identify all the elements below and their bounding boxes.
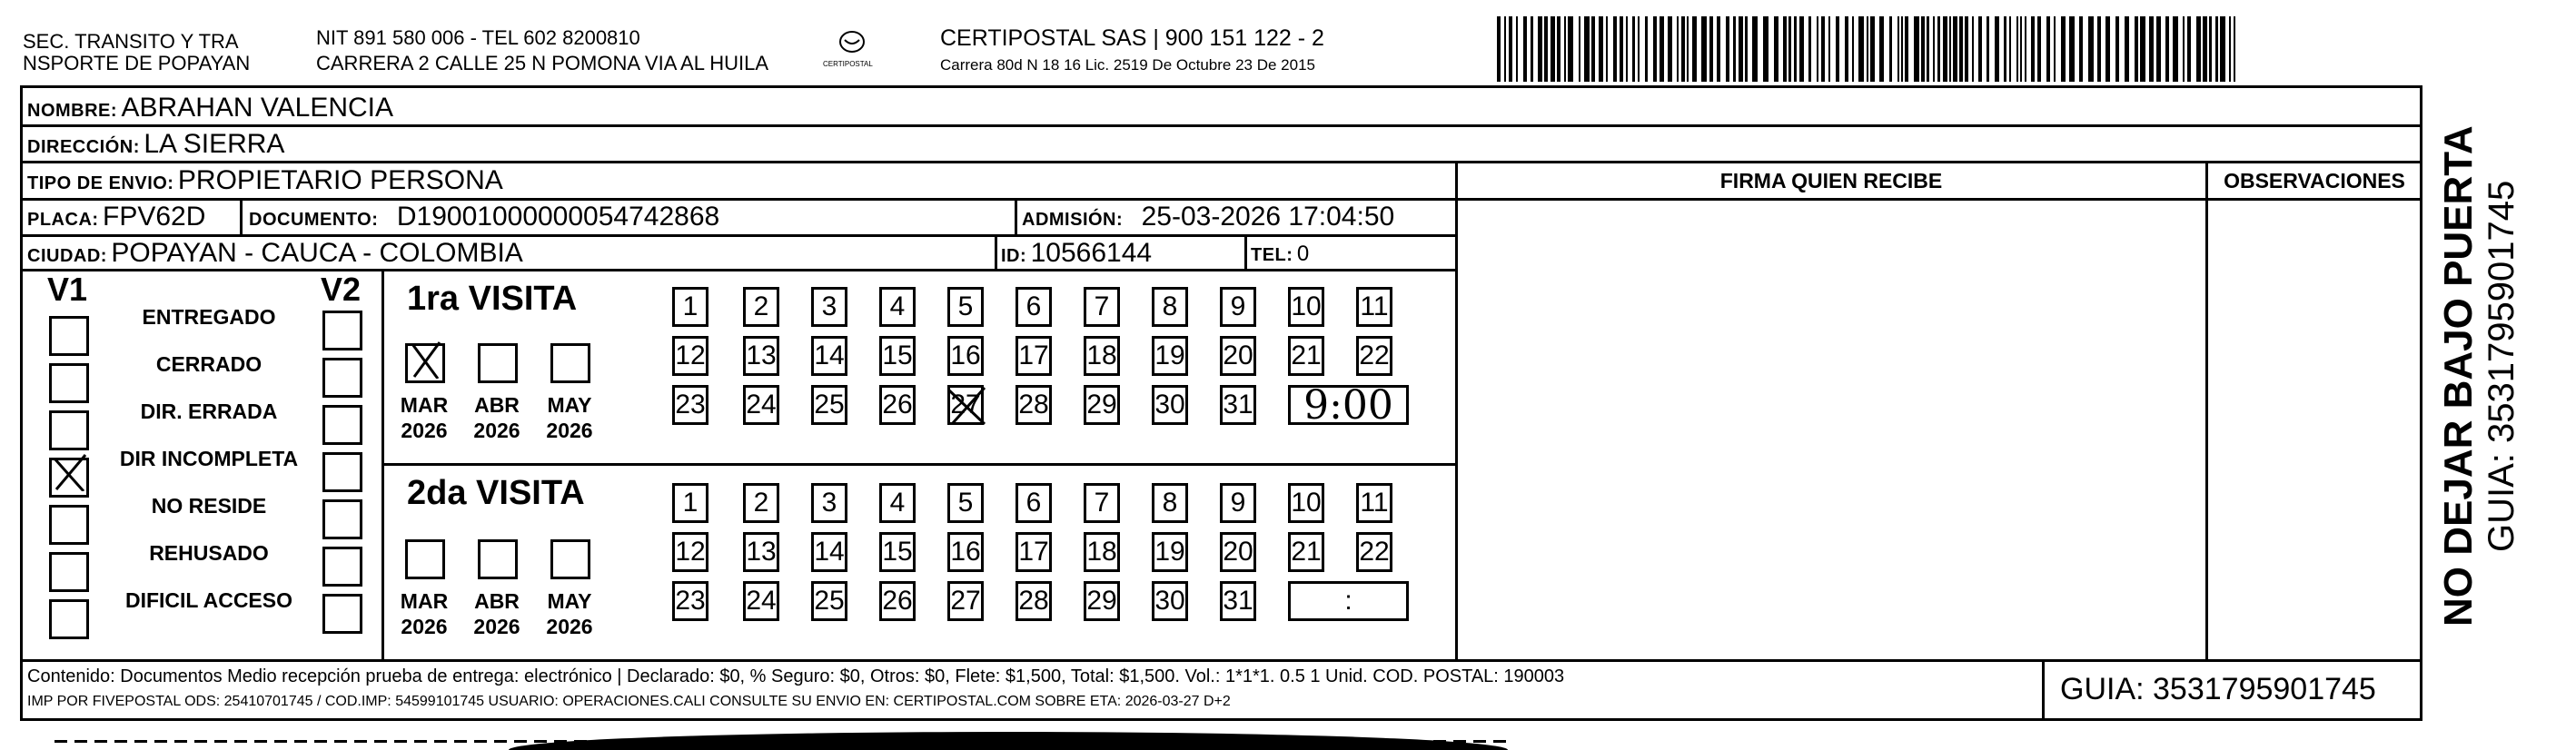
nit-line-2: CARRERA 2 CALLE 25 N POMONA VIA AL HUILA: [316, 52, 769, 74]
status-label: CERRADO: [155, 352, 263, 376]
day-box[interactable]: 30: [1152, 581, 1188, 621]
v2-checkbox[interactable]: [322, 499, 362, 539]
month-label: [538, 588, 601, 639]
day-box[interactable]: 23: [672, 581, 708, 621]
day-box[interactable]: 24: [743, 581, 779, 621]
day-box[interactable]: 4: [879, 483, 916, 523]
v1-checkbox[interactable]: [49, 599, 89, 639]
day-box[interactable]: 19: [1152, 336, 1188, 376]
month-label: [392, 588, 456, 639]
tipo-value: PROPIETARIO PERSONA: [177, 165, 503, 195]
v1-checkbox[interactable]: [49, 410, 89, 450]
month-name: ABR: [474, 589, 520, 613]
day-box[interactable]: 22: [1356, 336, 1392, 376]
day-box[interactable]: 15: [879, 336, 916, 376]
day-box[interactable]: 9: [1220, 287, 1256, 327]
day-box[interactable]: 20: [1220, 336, 1256, 376]
day-box[interactable]: 8: [1152, 287, 1188, 327]
month-year: 2026: [473, 419, 520, 442]
day-box[interactable]: 27: [947, 385, 984, 425]
day-box[interactable]: 4: [879, 287, 916, 327]
sender-line-1: SEC. TRANSITO Y TRA: [23, 30, 239, 53]
v1-checkbox[interactable]: [49, 505, 89, 545]
day-box[interactable]: 31: [1220, 581, 1256, 621]
day-box[interactable]: 12: [672, 336, 708, 376]
day-box[interactable]: 29: [1084, 385, 1120, 425]
placa-label: PLACA:: [27, 210, 99, 230]
day-box[interactable]: 10: [1288, 483, 1324, 523]
v2-checkbox[interactable]: [322, 405, 362, 445]
visit-1-title: 1ra VISITA: [407, 280, 578, 318]
status-label: DIR. ERRADA: [140, 400, 278, 423]
ciudad-label: CIUDAD:: [27, 246, 107, 266]
day-box[interactable]: 18: [1084, 532, 1120, 572]
day-box[interactable]: 25: [811, 581, 847, 621]
day-box[interactable]: 6: [1016, 483, 1052, 523]
day-box[interactable]: 16: [947, 532, 984, 572]
day-box[interactable]: 18: [1084, 336, 1120, 376]
id-label: ID:: [1001, 246, 1027, 266]
day-box[interactable]: 1: [672, 483, 708, 523]
v2-checkbox[interactable]: [322, 311, 362, 350]
day-box[interactable]: 25: [811, 385, 847, 425]
time-value: 9:00: [1303, 381, 1393, 429]
day-box[interactable]: 13: [743, 336, 779, 376]
day-box[interactable]: 1: [672, 287, 708, 327]
tel-value: 0: [1296, 242, 1310, 266]
v2-checkbox[interactable]: [322, 594, 362, 634]
time-box[interactable]: [1288, 581, 1409, 621]
status-label: NO RESIDE: [151, 494, 267, 518]
day-box[interactable]: 11: [1356, 287, 1392, 327]
day-box[interactable]: 21: [1288, 532, 1324, 572]
month-label: [465, 392, 529, 443]
day-box[interactable]: 5: [947, 483, 984, 523]
v1-checkbox[interactable]: [49, 458, 89, 498]
month-label: [538, 392, 601, 443]
v2-label: V2: [321, 271, 362, 308]
documento-value: D19001000000054742868: [396, 202, 720, 232]
side-guia: GUIA: 3531795901745: [2482, 180, 2522, 552]
day-box[interactable]: 9: [1220, 483, 1256, 523]
status-label: REHUSADO: [149, 541, 269, 565]
day-box[interactable]: 22: [1356, 532, 1392, 572]
month-name: MAY: [547, 589, 592, 613]
month-year: 2026: [546, 615, 593, 638]
direccion-value: LA SIERRA: [144, 129, 285, 159]
v1-checkbox[interactable]: [49, 552, 89, 592]
nombre-value: ABRAHAN VALENCIA: [121, 93, 394, 123]
day-box[interactable]: 7: [1084, 483, 1120, 523]
day-box[interactable]: 30: [1152, 385, 1188, 425]
scan-shadow: [509, 732, 1508, 750]
v1-checkbox[interactable]: [49, 363, 89, 403]
day-box[interactable]: 26: [879, 385, 916, 425]
ciudad-value: POPAYAN - CAUCA - COLOMBIA: [111, 238, 523, 268]
month-year: 2026: [401, 615, 448, 638]
status-label: DIFICIL ACCESO: [124, 588, 292, 612]
day-box[interactable]: 17: [1016, 336, 1052, 376]
documento-label: DOCUMENTO:: [249, 210, 379, 230]
check-mark-icon: [49, 451, 89, 491]
day-box[interactable]: 24: [743, 385, 779, 425]
company-line-2: Carrera 80d N 18 16 Lic. 2519 De Octubre 23 De 2015: [940, 56, 1315, 74]
time-box[interactable]: [1288, 381, 1409, 429]
sender-line-2: NSPORTE DE POPAYAN: [23, 52, 251, 74]
nit-line-1: NIT 891 580 006 - TEL 602 8200810: [316, 26, 640, 49]
status-label: ENTREGADO: [142, 305, 276, 329]
v2-checkbox[interactable]: [322, 358, 362, 398]
month-checkbox[interactable]: [405, 343, 445, 383]
month-name: ABR: [474, 393, 520, 417]
footer-guia: GUIA: 3531795901745: [2060, 672, 2376, 706]
day-box[interactable]: 7: [1084, 287, 1120, 327]
month-checkbox[interactable]: [478, 539, 518, 579]
day-box[interactable]: 17: [1016, 532, 1052, 572]
month-year: 2026: [401, 419, 448, 442]
month-name: MAY: [547, 393, 592, 417]
observaciones-header: OBSERVACIONES: [2224, 169, 2405, 192]
day-box[interactable]: 23: [672, 385, 708, 425]
day-box[interactable]: 20: [1220, 532, 1256, 572]
day-box[interactable]: 19: [1152, 532, 1188, 572]
tipo-label: TIPO DE ENVIO:: [27, 173, 174, 193]
company-line-1: CERTIPOSTAL SAS | 900 151 122 - 2: [940, 25, 1324, 51]
v1-checkbox[interactable]: [49, 316, 89, 356]
day-box[interactable]: 26: [879, 581, 916, 621]
footer-content: Contenido: Documentos Medio recepción prueba de entrega: electrónico | Declarado: $0, % Seguro: $0, Otros: $0, Flete: $1,500, Total: $1,500. Vol.: 1*1*1. 0.5 1 Unid. COD. POSTAL: 190003: [27, 666, 1565, 686]
v1-label: V1: [47, 271, 88, 308]
month-name: MAR: [400, 589, 449, 613]
month-year: 2026: [546, 419, 593, 442]
day-box[interactable]: 10: [1288, 287, 1324, 327]
month-label: [392, 392, 456, 443]
month-label: [465, 588, 529, 639]
firma-header: FIRMA QUIEN RECIBE: [1719, 169, 1943, 192]
company-logo: [825, 27, 879, 73]
day-box[interactable]: 16: [947, 336, 984, 376]
day-box[interactable]: 13: [743, 532, 779, 572]
check-mark-icon: [405, 339, 445, 379]
id-value: 10566144: [1030, 238, 1153, 268]
footer-imp: IMP POR FIVEPOSTAL ODS: 25410701745 / COD.IMP: 54599101745 USUARIO: OPERACIONES.CALI CONSULTE SU ENVIO EN: CERTIPOSTAL.COM SOBRE ETA: 2026-03-27 D+2: [27, 694, 1231, 709]
month-name: MAR: [400, 393, 449, 417]
day-box[interactable]: 15: [879, 532, 916, 572]
visit-2-title: 2da VISITA: [407, 474, 585, 512]
day-box[interactable]: 2: [743, 287, 779, 327]
day-box[interactable]: 27: [947, 581, 984, 621]
check-mark-icon: [945, 382, 988, 429]
month-year: 2026: [473, 615, 520, 638]
day-box[interactable]: 31: [1220, 385, 1256, 425]
day-box[interactable]: 21: [1288, 336, 1324, 376]
tel-label: TEL:: [1251, 245, 1293, 265]
v2-checkbox[interactable]: [322, 547, 362, 587]
status-label: DIR INCOMPLETA: [119, 447, 299, 470]
v2-checkbox[interactable]: [322, 452, 362, 492]
no-dejar-bajo-puerta: NO DEJAR BAJO PUERTA: [2436, 125, 2481, 627]
day-box[interactable]: 29: [1084, 581, 1120, 621]
month-checkbox[interactable]: [550, 539, 590, 579]
month-checkbox[interactable]: [405, 539, 445, 579]
month-checkbox[interactable]: [478, 343, 518, 383]
day-box[interactable]: 28: [1016, 581, 1052, 621]
day-box[interactable]: 14: [811, 336, 847, 376]
logo-text: CERTIPOSTAL: [823, 60, 873, 68]
day-box[interactable]: 28: [1016, 385, 1052, 425]
placa-value: FPV62D: [103, 202, 206, 232]
day-box[interactable]: 6: [1016, 287, 1052, 327]
day-box[interactable]: 3: [811, 483, 847, 523]
day-box[interactable]: 2: [743, 483, 779, 523]
day-box[interactable]: 8: [1152, 483, 1188, 523]
barcode: [1497, 16, 2236, 82]
admision-value: 25-03-2026 17:04:50: [1141, 202, 1395, 232]
nombre-label: NOMBRE:: [27, 101, 118, 121]
month-checkbox[interactable]: [550, 343, 590, 383]
day-box[interactable]: 11: [1356, 483, 1392, 523]
admision-label: ADMISIÓN:: [1022, 210, 1124, 230]
day-box[interactable]: 14: [811, 532, 847, 572]
day-box[interactable]: 12: [672, 532, 708, 572]
day-box[interactable]: 3: [811, 287, 847, 327]
day-box[interactable]: 5: [947, 287, 984, 327]
direccion-label: DIRECCIÓN:: [27, 137, 140, 157]
time-value: :: [1344, 586, 1352, 616]
